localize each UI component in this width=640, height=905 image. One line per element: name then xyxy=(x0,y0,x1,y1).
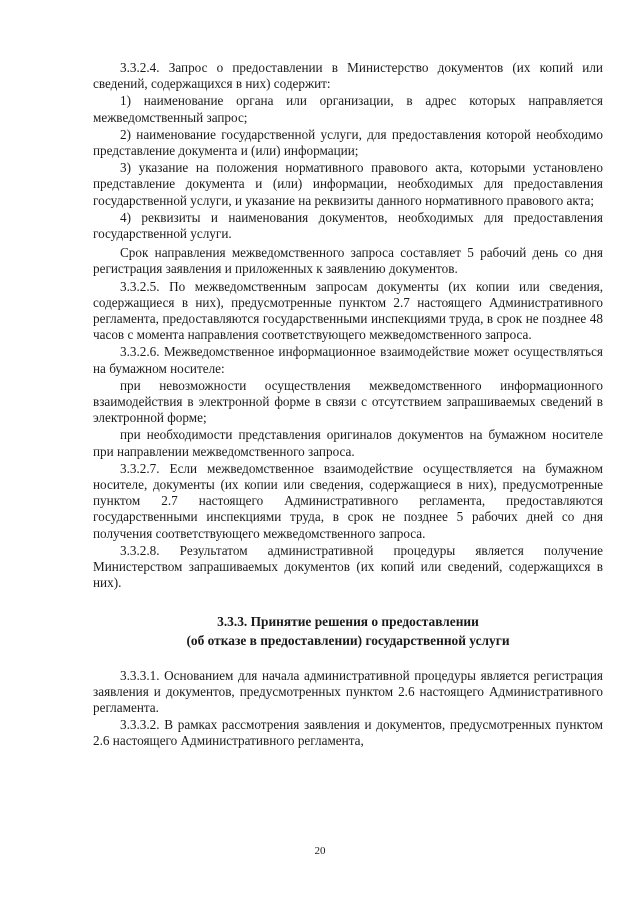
paragraph-3-3-2-6: 3.3.2.6. Межведомственное информационное взаимодействие может осуществляться на бумажном носителе: xyxy=(93,344,603,376)
paragraph-impossibility: при невозможности осуществления межведомственного информационного взаимодействия в электронной форме в связи с отсутствием запрашиваемых сведений в электронной форме; xyxy=(93,377,603,426)
paragraph-3-3-2-8: 3.3.2.8. Результатом административной процедуры является получение Министерством запрашиваемых документов (их копий или сведений, содержащихся в них). xyxy=(93,542,603,591)
list-item-1: 1) наименование органа или организации, в адрес которых направляется межведомственный запрос; xyxy=(93,93,603,125)
section-heading xyxy=(93,612,603,650)
paragraph-originals: при необходимости представления оригиналов документов на бумажном носителе при направлении межведомственного запроса. xyxy=(93,427,603,459)
paragraph-3-3-2-7: 3.3.2.7. Если межведомственное взаимодействие осуществляется на бумажном носителе, документы (их копии или сведения, содержащиеся в них), предусмотренные пунктом 2.7 настоящего Административного регламента, предоставляются государственными инспекциями труда, в срок не позднее 5 рабочих дней со дня получения соответствующего межведомственного запроса. xyxy=(93,460,603,541)
paragraph-3-3-3-2: 3.3.3.2. В рамках рассмотрения заявления и документов, предусмотренных пунктом 2.6 настоящего Административного регламента, xyxy=(93,717,603,749)
list-item-3: 3) указание на положения нормативного правового акта, которыми установлено представление документа и (или) информации, необходимых для предоставления государственной услуги, и указание на реквизиты данного нормативного правового акта; xyxy=(93,160,603,208)
list-item-2: 2) наименование государственной услуги, для предоставления которой необходимо представление документа и (или) информации; xyxy=(93,126,603,159)
paragraph-3-3-2-5: 3.3.2.5. По межведомственным запросам документы (их копии или сведения, содержащиеся в них), предусмотренные пунктом 2.7 настоящего Административного регламента, предоставляются государственными инспекциями труда, в срок не позднее 48 часов с момента направления соответствующего межведомственного запроса. xyxy=(93,278,603,343)
section-heading-line-1: 3.3.3. Принятие решения о предоставлении xyxy=(217,613,479,629)
page-number: 20 xyxy=(314,845,326,857)
paragraph-3-3-3-1: 3.3.3.1. Основанием для начала административной процедуры является регистрация заявления и документов, предусмотренных пунктом 2.6 настоящего Административного регламента. xyxy=(93,667,603,715)
paragraph-deadline: Срок направления межведомственного запроса составляет 5 рабочий день со дня регистрация заявления и приложенных к заявлению документов. xyxy=(93,245,603,277)
page-body xyxy=(93,60,603,750)
list-item-4: 4) реквизиты и наименования документов, необходимых для предоставления государственной услуги. xyxy=(93,209,603,242)
section-heading-line-2: (об отказе в предоставлении) государственной услуги xyxy=(186,632,510,648)
paragraph-3-3-2-4: 3.3.2.4. Запрос о предоставлении в Министерство документов (их копий или сведений, содержащихся в них) содержит: xyxy=(93,60,603,92)
